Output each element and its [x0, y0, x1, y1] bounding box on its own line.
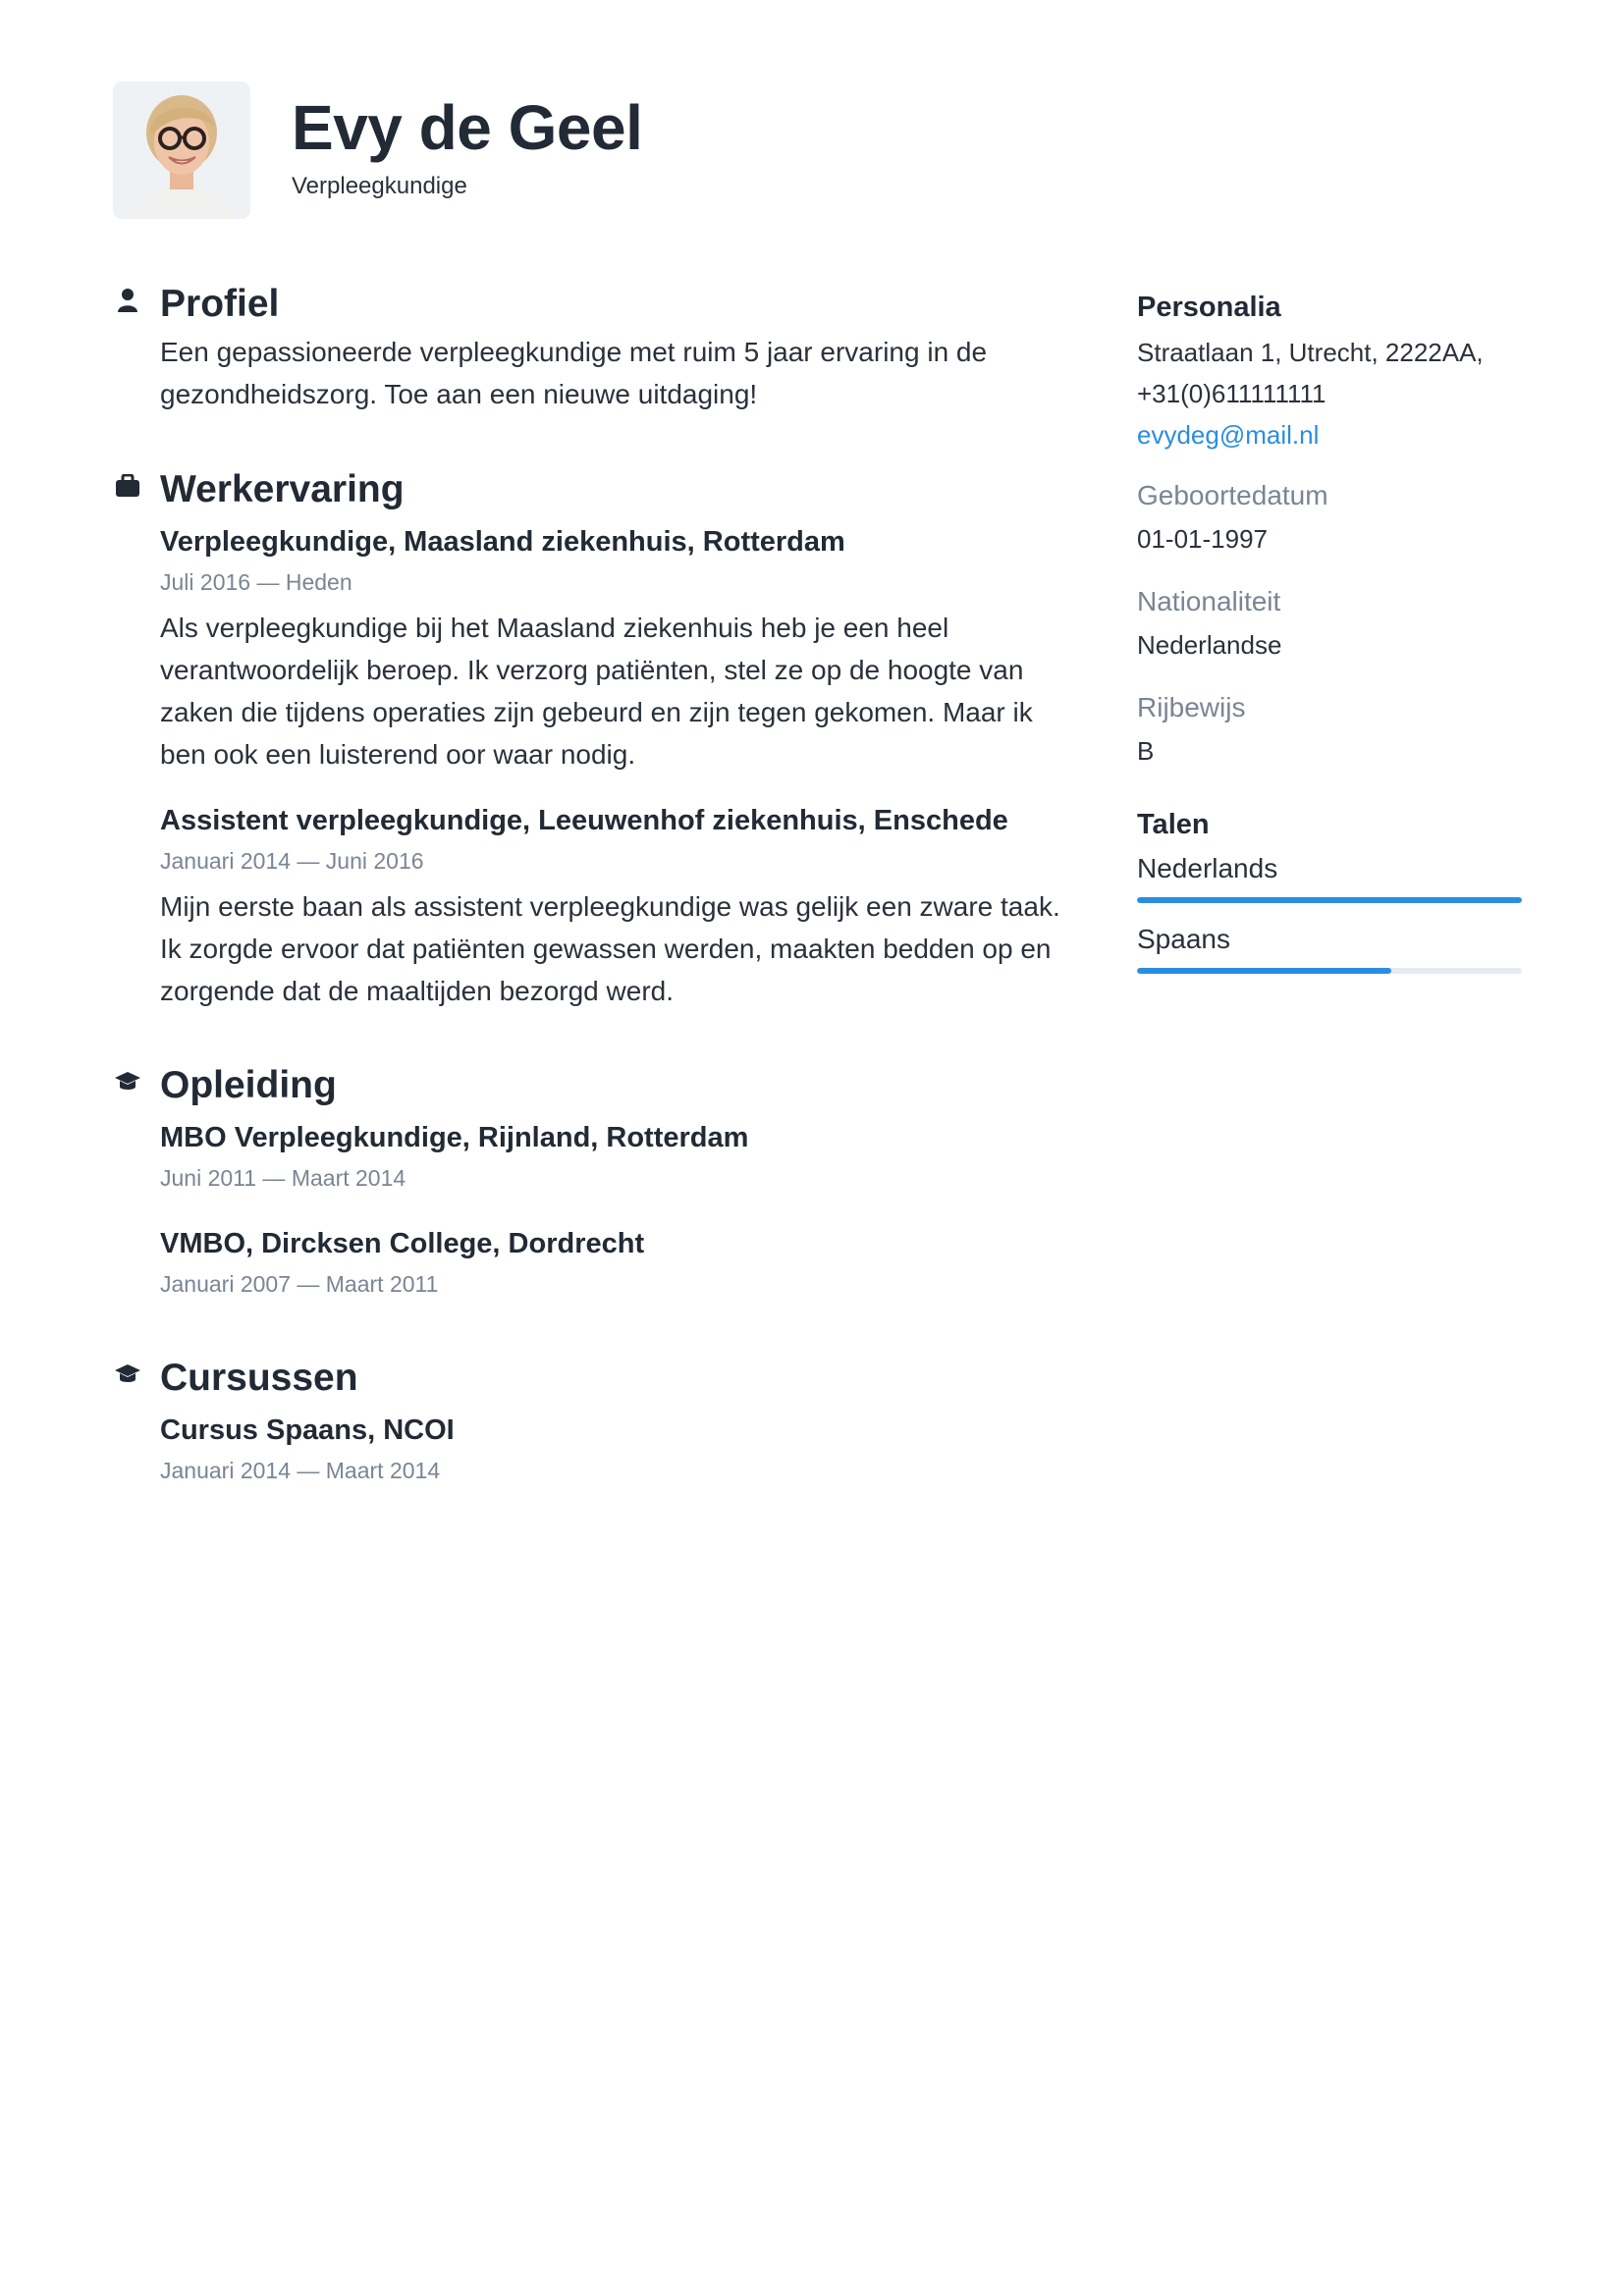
personal-phone: +31(0)611111111 [1137, 379, 1326, 408]
graduation-cap-icon [113, 1360, 142, 1389]
course-dates: Januari 2014 — Maart 2014 [160, 1458, 441, 1483]
license-value: B [1137, 736, 1155, 766]
section-experience [113, 463, 1075, 1047]
email-link[interactable]: evydeg@mail.nl [1137, 420, 1320, 450]
briefcase-icon [113, 471, 142, 501]
profile-photo [113, 81, 250, 219]
education-dates: Januari 2007 — Maart 2011 [160, 1271, 439, 1297]
education-item [160, 1224, 1075, 1301]
course-item [160, 1411, 1075, 1487]
job-title: Verpleegkundige, Maasland ziekenhuis, Rotterdam [160, 526, 845, 558]
language-name: Nederlands [1137, 853, 1278, 883]
nationality-label: Nationaliteit [1137, 586, 1281, 616]
language-level-fill [1137, 968, 1391, 974]
section-profile [113, 278, 1075, 445]
job-description: Als verpleegkundige bij het Maasland ziekenhuis heb je een heel verantwoordelijk beroep. Ik verzorg patiënten, stel ze op de hoogte van zaken die tijdens operaties zijn gebeurd en zijn tegen gekomen. Maar ik ben ook een luisterend oor waar nodig. [160, 613, 1033, 770]
section-title: Cursussen [160, 1357, 358, 1399]
job-description: Mijn eerste baan als assistent verpleegkundige was gelijk een zware taak. Ik zorgde ervoor dat patiënten gewassen werden, maakten bedden op en zorgende dat de maaltijden bezorgd werd. [160, 891, 1060, 1006]
section-title: Werkervaring [160, 468, 405, 510]
graduation-cap-icon [113, 1067, 142, 1096]
license-label: Rijbewijs [1137, 692, 1246, 722]
birthdate-value: 01-01-1997 [1137, 524, 1268, 554]
job-title: Assistent verpleegkundige, Leeuwenhof ziekenhuis, Enschede [160, 805, 1008, 836]
language-item [1137, 848, 1530, 903]
experience-item [160, 522, 1075, 775]
section-title: Opleiding [160, 1064, 337, 1106]
language-level-bar [1137, 968, 1522, 974]
nationality-value: Nederlandse [1137, 630, 1282, 660]
language-item [1137, 919, 1530, 974]
language-level-fill [1137, 897, 1522, 903]
avatar [113, 81, 250, 219]
candidate-job-title: Verpleegkundige [292, 173, 467, 199]
language-level-bar [1137, 897, 1522, 903]
education-item [160, 1118, 1075, 1195]
candidate-name: Evy de Geel [292, 92, 643, 163]
section-education [113, 1059, 1075, 1344]
birthdate-label: Geboortedatum [1137, 480, 1328, 510]
personal-title: Personalia [1137, 292, 1281, 323]
course-title: Cursus Spaans, NCOI [160, 1415, 455, 1446]
language-name: Spaans [1137, 924, 1230, 954]
education-title: VMBO, Dircksen College, Dordrecht [160, 1228, 645, 1259]
experience-item [160, 801, 1075, 1012]
person-icon [113, 286, 142, 315]
personal-address: Straatlaan 1, Utrecht, 2222AA, [1137, 338, 1484, 367]
section-title: Profiel [160, 283, 280, 325]
job-dates: Juli 2016 — Heden [160, 569, 352, 595]
profile-text: Een gepassioneerde verpleegkundige met ruim 5 jaar ervaring in de gezondheidszorg. Toe aan een nieuwe uitdaging! [160, 337, 988, 409]
job-dates: Januari 2014 — Juni 2016 [160, 848, 424, 874]
sidebar [1137, 288, 1530, 974]
education-title: MBO Verpleegkundige, Rijnland, Rotterdam [160, 1122, 749, 1153]
education-dates: Juni 2011 — Maart 2014 [160, 1165, 406, 1191]
section-courses [113, 1352, 1075, 1487]
languages-title: Talen [1137, 809, 1210, 840]
main-column [113, 278, 1075, 1487]
